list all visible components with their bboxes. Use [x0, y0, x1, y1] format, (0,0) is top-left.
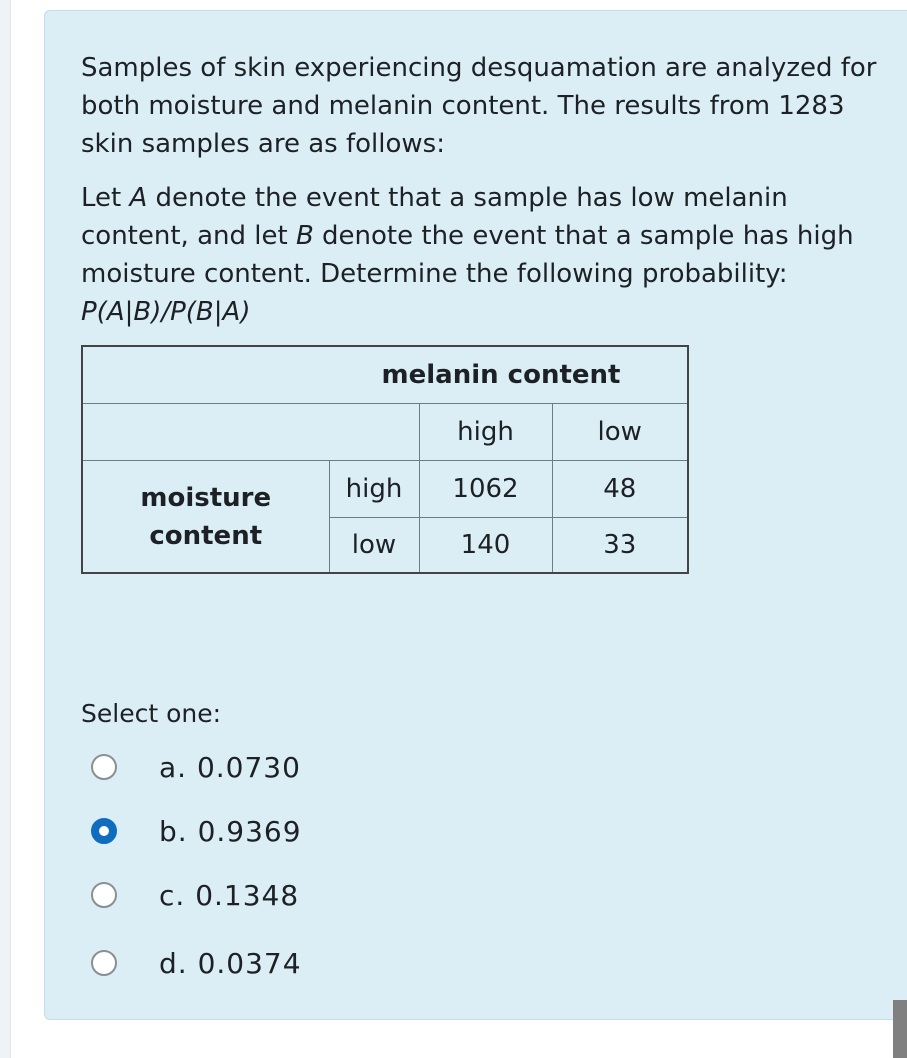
radio-option-c[interactable] — [91, 882, 117, 908]
radio-option-a[interactable] — [91, 754, 117, 780]
left-page-strip — [0, 0, 11, 1058]
option-c[interactable] — [81, 875, 299, 915]
moisture-content-label: moisture content — [82, 461, 329, 574]
cell-low-high: 140 — [419, 518, 552, 574]
cell-high-high: 1062 — [419, 461, 552, 518]
row-label-high: high — [329, 461, 419, 518]
scrollbar-thumb[interactable] — [893, 1000, 907, 1058]
question-intro-text: Samples of skin experiencing desquamation are analyzed for both moisture and melanin content. The results from 1283 skin samples are as follows: — [81, 53, 877, 159]
col-header-low: low — [552, 404, 688, 461]
question-instruction-text: Let A denote the event that a sample has low melanin content, and let B denote the event that a sample has high moisture content. Determine the following probability: P(A|B)/P(B|A) — [81, 183, 854, 327]
option-a-label[interactable]: a. 0.0730 — [159, 750, 301, 784]
col-header-high: high — [419, 404, 552, 461]
option-d-label[interactable]: d. 0.0374 — [159, 946, 302, 980]
option-a[interactable] — [81, 747, 301, 787]
option-b-label[interactable]: b. 0.9369 — [159, 814, 302, 848]
question-card — [44, 10, 907, 1020]
melanin-content-header: melanin content — [82, 346, 688, 404]
probability-expression: P(A|B)/P(B|A) — [81, 297, 251, 327]
cell-low-low: 33 — [552, 518, 688, 574]
contingency-table — [81, 345, 689, 574]
row-label-low: low — [329, 518, 419, 574]
radio-option-d[interactable] — [91, 950, 117, 976]
option-c-label[interactable]: c. 0.1348 — [159, 878, 300, 912]
option-b[interactable] — [81, 811, 302, 851]
empty-header-cell — [82, 404, 419, 461]
select-one-prompt: Select one: — [81, 699, 222, 728]
radio-option-b[interactable] — [91, 818, 117, 844]
cell-high-low: 48 — [552, 461, 688, 518]
option-d[interactable] — [81, 943, 302, 983]
